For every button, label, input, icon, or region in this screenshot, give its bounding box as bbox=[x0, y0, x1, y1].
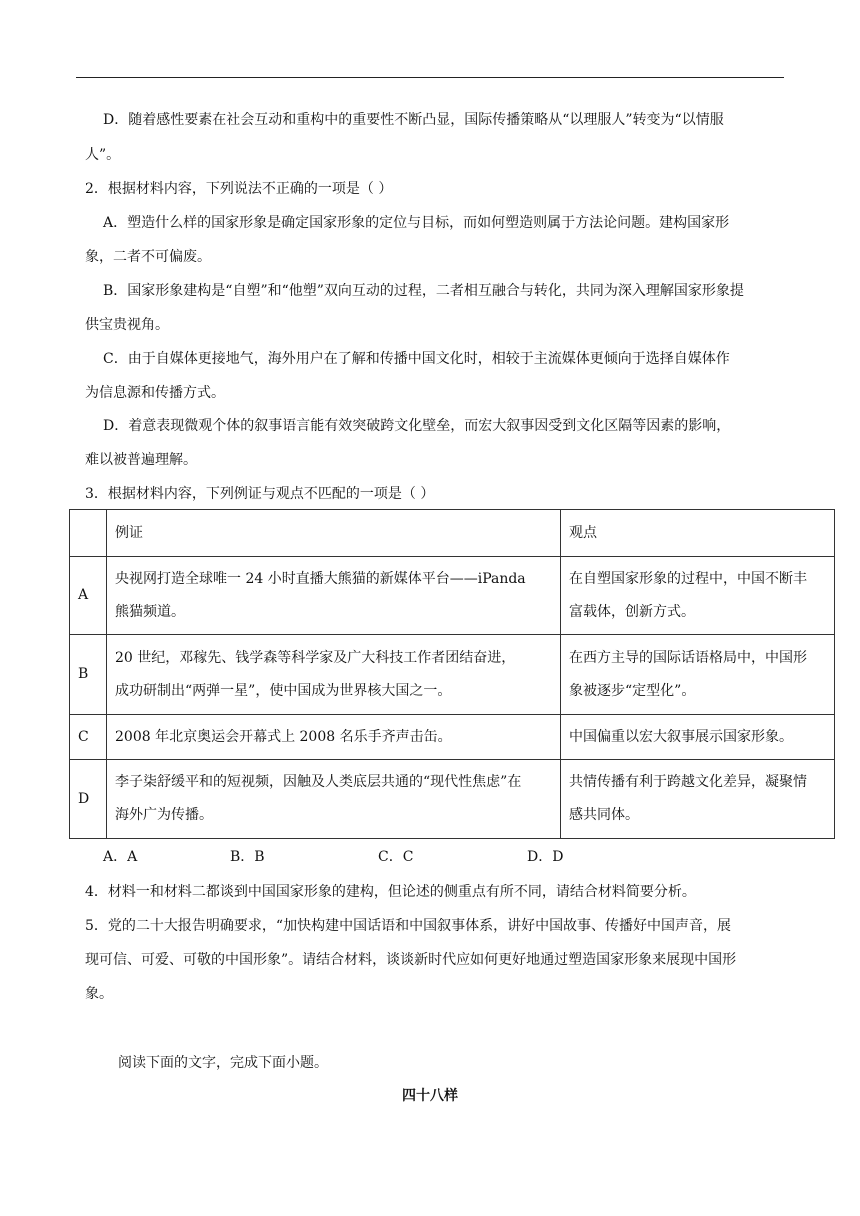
row-label: A bbox=[70, 557, 107, 635]
view-text: 象被逐步“定型化”。 bbox=[569, 682, 696, 699]
table-row bbox=[70, 715, 835, 760]
evidence-text: 成功研制出“两弹一星”，使中国成为世界核大国之一。 bbox=[115, 682, 452, 699]
view-text: 在西方主导的国际话语格局中，中国形 bbox=[569, 649, 807, 666]
q2-option-b-line2: 供宝贵视角。 bbox=[85, 317, 169, 333]
q2-stem: 2．根据材料内容，下列说法不正确的一项是（ ） bbox=[85, 181, 393, 197]
row-label: D bbox=[70, 760, 107, 839]
reading-instruction: 阅读下面的文字，完成下面小题。 bbox=[118, 1055, 328, 1071]
table-header-row bbox=[70, 510, 835, 557]
q2-option-d-line2: 难以被普遍理解。 bbox=[85, 452, 197, 468]
evidence-cell bbox=[107, 715, 561, 760]
q2-option-a-line2: 象，二者不可偏废。 bbox=[85, 249, 211, 265]
evidence-text: 20 世纪，邓稼先、钱学森等科学家及广大科技工作者团结奋进， bbox=[115, 649, 516, 666]
header-cell-label bbox=[70, 510, 107, 557]
table-row bbox=[70, 635, 835, 715]
view-text: 感共同体。 bbox=[569, 807, 639, 823]
q3-choice-c: C．C bbox=[378, 849, 414, 865]
evidence-text: 2008 年北京奥运会开幕式上 2008 名乐手齐声击缶。 bbox=[115, 728, 452, 745]
evidence-text: 熊猫频道。 bbox=[115, 603, 185, 620]
table-row bbox=[70, 760, 835, 839]
q3-choice-a: A．A bbox=[103, 849, 138, 865]
q3-choice-b: B．B bbox=[230, 849, 265, 865]
table-row bbox=[70, 557, 835, 635]
header-cell-view: 观点 bbox=[561, 510, 835, 557]
view-text: 中国偏重以宏大叙事展示国家形象。 bbox=[569, 728, 793, 745]
q2-option-c-line2: 为信息源和传播方式。 bbox=[85, 385, 225, 401]
q2-option-a-line1: A．塑造什么样的国家形象是确定国家形象的定位与目标，而如何塑造则属于方法论问题。建构国家形 bbox=[103, 215, 730, 231]
view-cell bbox=[561, 760, 835, 839]
evidence-text: 海外广为传播。 bbox=[115, 807, 213, 823]
view-cell bbox=[561, 715, 835, 760]
q4-text: 4．材料一和材料二都谈到中国国家形象的建构，但论述的侧重点有所不同，请结合材料简要分析。 bbox=[85, 884, 696, 900]
q3-stem: 3．根据材料内容，下列例证与观点不匹配的一项是（ ） bbox=[85, 486, 435, 502]
reading-title: 四十八样 bbox=[402, 1088, 458, 1104]
q3-choice-d: D．D bbox=[527, 849, 564, 865]
header-rule bbox=[76, 77, 784, 78]
q1-option-d-line2: 人”。 bbox=[85, 147, 121, 163]
view-cell bbox=[561, 635, 835, 715]
row-label: C bbox=[70, 715, 107, 760]
q2-option-b-line1: B．国家形象建构是“自塑”和“他塑”双向互动的过程，二者相互融合与转化，共同为深入理解国家形象提 bbox=[103, 283, 744, 299]
q3-table bbox=[69, 509, 835, 839]
row-label: B bbox=[70, 635, 107, 715]
view-text: 共情传播有利于跨越文化差异，凝聚情 bbox=[569, 774, 807, 790]
evidence-text: 李子柒舒缓平和的短视频，因触及人类底层共通的“现代性焦虑”在 bbox=[115, 774, 522, 790]
view-cell bbox=[561, 557, 835, 635]
q2-option-c-line1: C．由于自媒体更接地气，海外用户在了解和传播中国文化时，相较于主流媒体更倾向于选择自媒体作 bbox=[103, 351, 730, 367]
view-text: 富载体，创新方式。 bbox=[569, 603, 695, 620]
evidence-text: 央视网打造全球唯一 24 小时直播大熊猫的新媒体平台——iPanda bbox=[115, 570, 526, 587]
evidence-cell bbox=[107, 635, 561, 715]
header-cell-evidence: 例证 bbox=[107, 510, 561, 557]
q1-option-d-line1: D．随着感性要素在社会互动和重构中的重要性不断凸显，国际传播策略从“以理服人”转变为“以情服 bbox=[103, 112, 724, 128]
q2-option-d-line1: D．着意表现微观个体的叙事语言能有效突破跨文化壁垒，而宏大叙事因受到文化区隔等因素的影响， bbox=[103, 418, 731, 434]
evidence-cell bbox=[107, 760, 561, 839]
q5-line3: 象。 bbox=[85, 986, 113, 1002]
evidence-cell bbox=[107, 557, 561, 635]
view-text: 在自塑国家形象的过程中，中国不断丰 bbox=[569, 570, 807, 587]
q5-line2: 现可信、可爱、可敬的中国形象”。请结合材料，谈谈新时代应如何更好地通过塑造国家形象来展现中国形 bbox=[85, 952, 737, 968]
q5-line1: 5．党的二十大报告明确要求，“加快构建中国话语和中国叙事体系，讲好中国故事、传播好中国声音，展 bbox=[85, 918, 732, 934]
